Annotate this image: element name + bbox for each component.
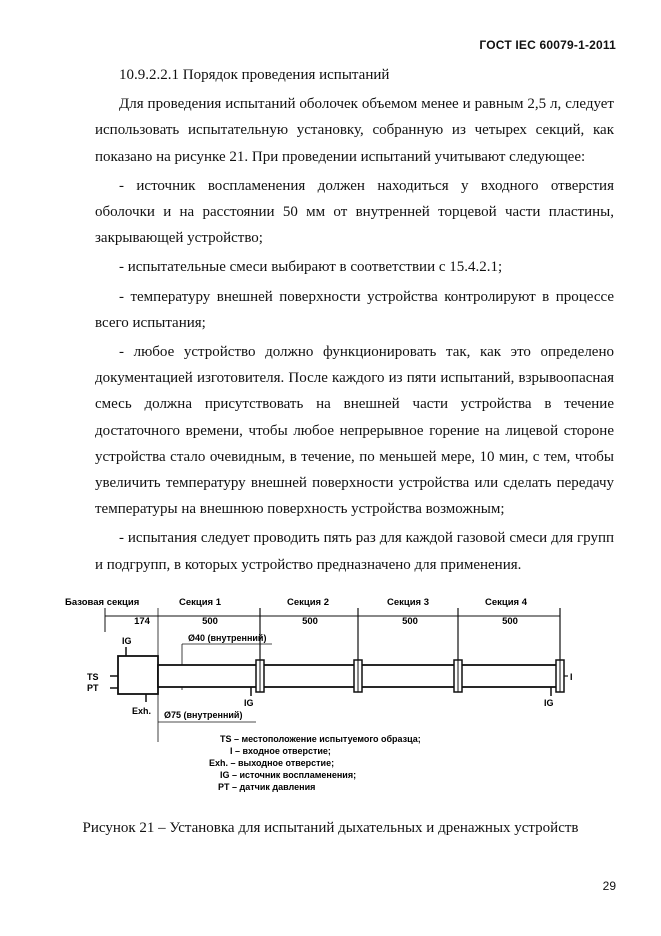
ig-label-top: IG [122,636,132,646]
legend-i: I – входное отверстие; [230,746,331,756]
list-item-mixtures: - испытательные смеси выбирают в соответствии с 15.4.2.1; [119,259,503,276]
exh-label: Exh. [132,706,152,716]
list-item-ignition: - источник воспламенения должен находиться у входного отверстия оболочки и на расстоянии 50 мм от внутренней торцевой части пластины, закрывающей устройство; [95,177,614,247]
dim-500-3: 500 [402,616,418,627]
section-label-3: Секция 3 [386,597,430,608]
list-item-operation: - любое устройство должно функционировать так, как это определено документацией изготовителя. После каждого из пяти испытаний, взрывоопасная смесь должна присутствовать на внешней части устройства в течение достаточного времени, чтобы любое непрерывное горение на лицевой стороне устройства стало очевидным, в течение, по меньшей мере, 10 мин, с тем, чтобы увеличить температуру внешней поверхности устройства или сделать передачу температуры на внешнюю поверхность устройства возможным; [95,344,614,518]
pt-label: PT [87,683,99,693]
standard-header: ГОСТ IEC 60079-1-2011 [479,38,616,52]
section-label-1: Секция 1 [178,597,222,608]
list-item-temperature: - температуру внешней поверхности устройства контролируют в процессе всего испытания; [95,288,614,331]
ig-label-section4: IG [544,698,554,708]
dim-500-1: 500 [202,616,218,627]
section-label-2: Секция 2 [286,597,330,608]
dim-500-2: 500 [302,616,318,627]
section-label-4: Секция 4 [484,597,528,608]
ts-label: TS [87,672,99,682]
list-item-repetition: - испытания следует проводить пять раз для каждой газовой смеси для групп и подгрупп, в которых устройство предназначено для применения. [95,530,614,573]
section-heading: 10.9.2.2.1 Порядок проведения испытаний [119,67,390,83]
paragraph-intro: Для проведения испытаний оболочек объемом менее и равным 2,5 л, следует использовать испытательную установку, собранную из четырех секций, как показано на рисунке 21. При проведении испытаний учитывают следующее: [95,96,614,165]
diameter-40-label: Ø40 (внутренний) [188,633,267,643]
legend-ig: IG – источник воспламенения; [220,770,357,780]
legend-ts: TS – местоположение испытуемого образца; [220,734,421,744]
legend-exh: Exh. – выходное отверстие; [209,758,335,768]
body-text [95,62,614,581]
figure-21-diagram [60,592,580,807]
inlet-label: I [570,672,573,682]
section-label-base: Базовая секция [65,597,140,608]
ig-label-section1: IG [244,698,254,708]
page-number: 29 [602,879,616,893]
legend-pt: PT – датчик давления [218,782,316,792]
base-section-box [118,656,158,694]
dim-500-4: 500 [502,616,518,627]
figure-caption: Рисунок 21 – Установка для испытаний дыхательных и дренажных устройств [82,820,579,836]
dim-174: 174 [134,616,150,627]
diameter-75-label: Ø75 (внутренний) [164,710,243,720]
